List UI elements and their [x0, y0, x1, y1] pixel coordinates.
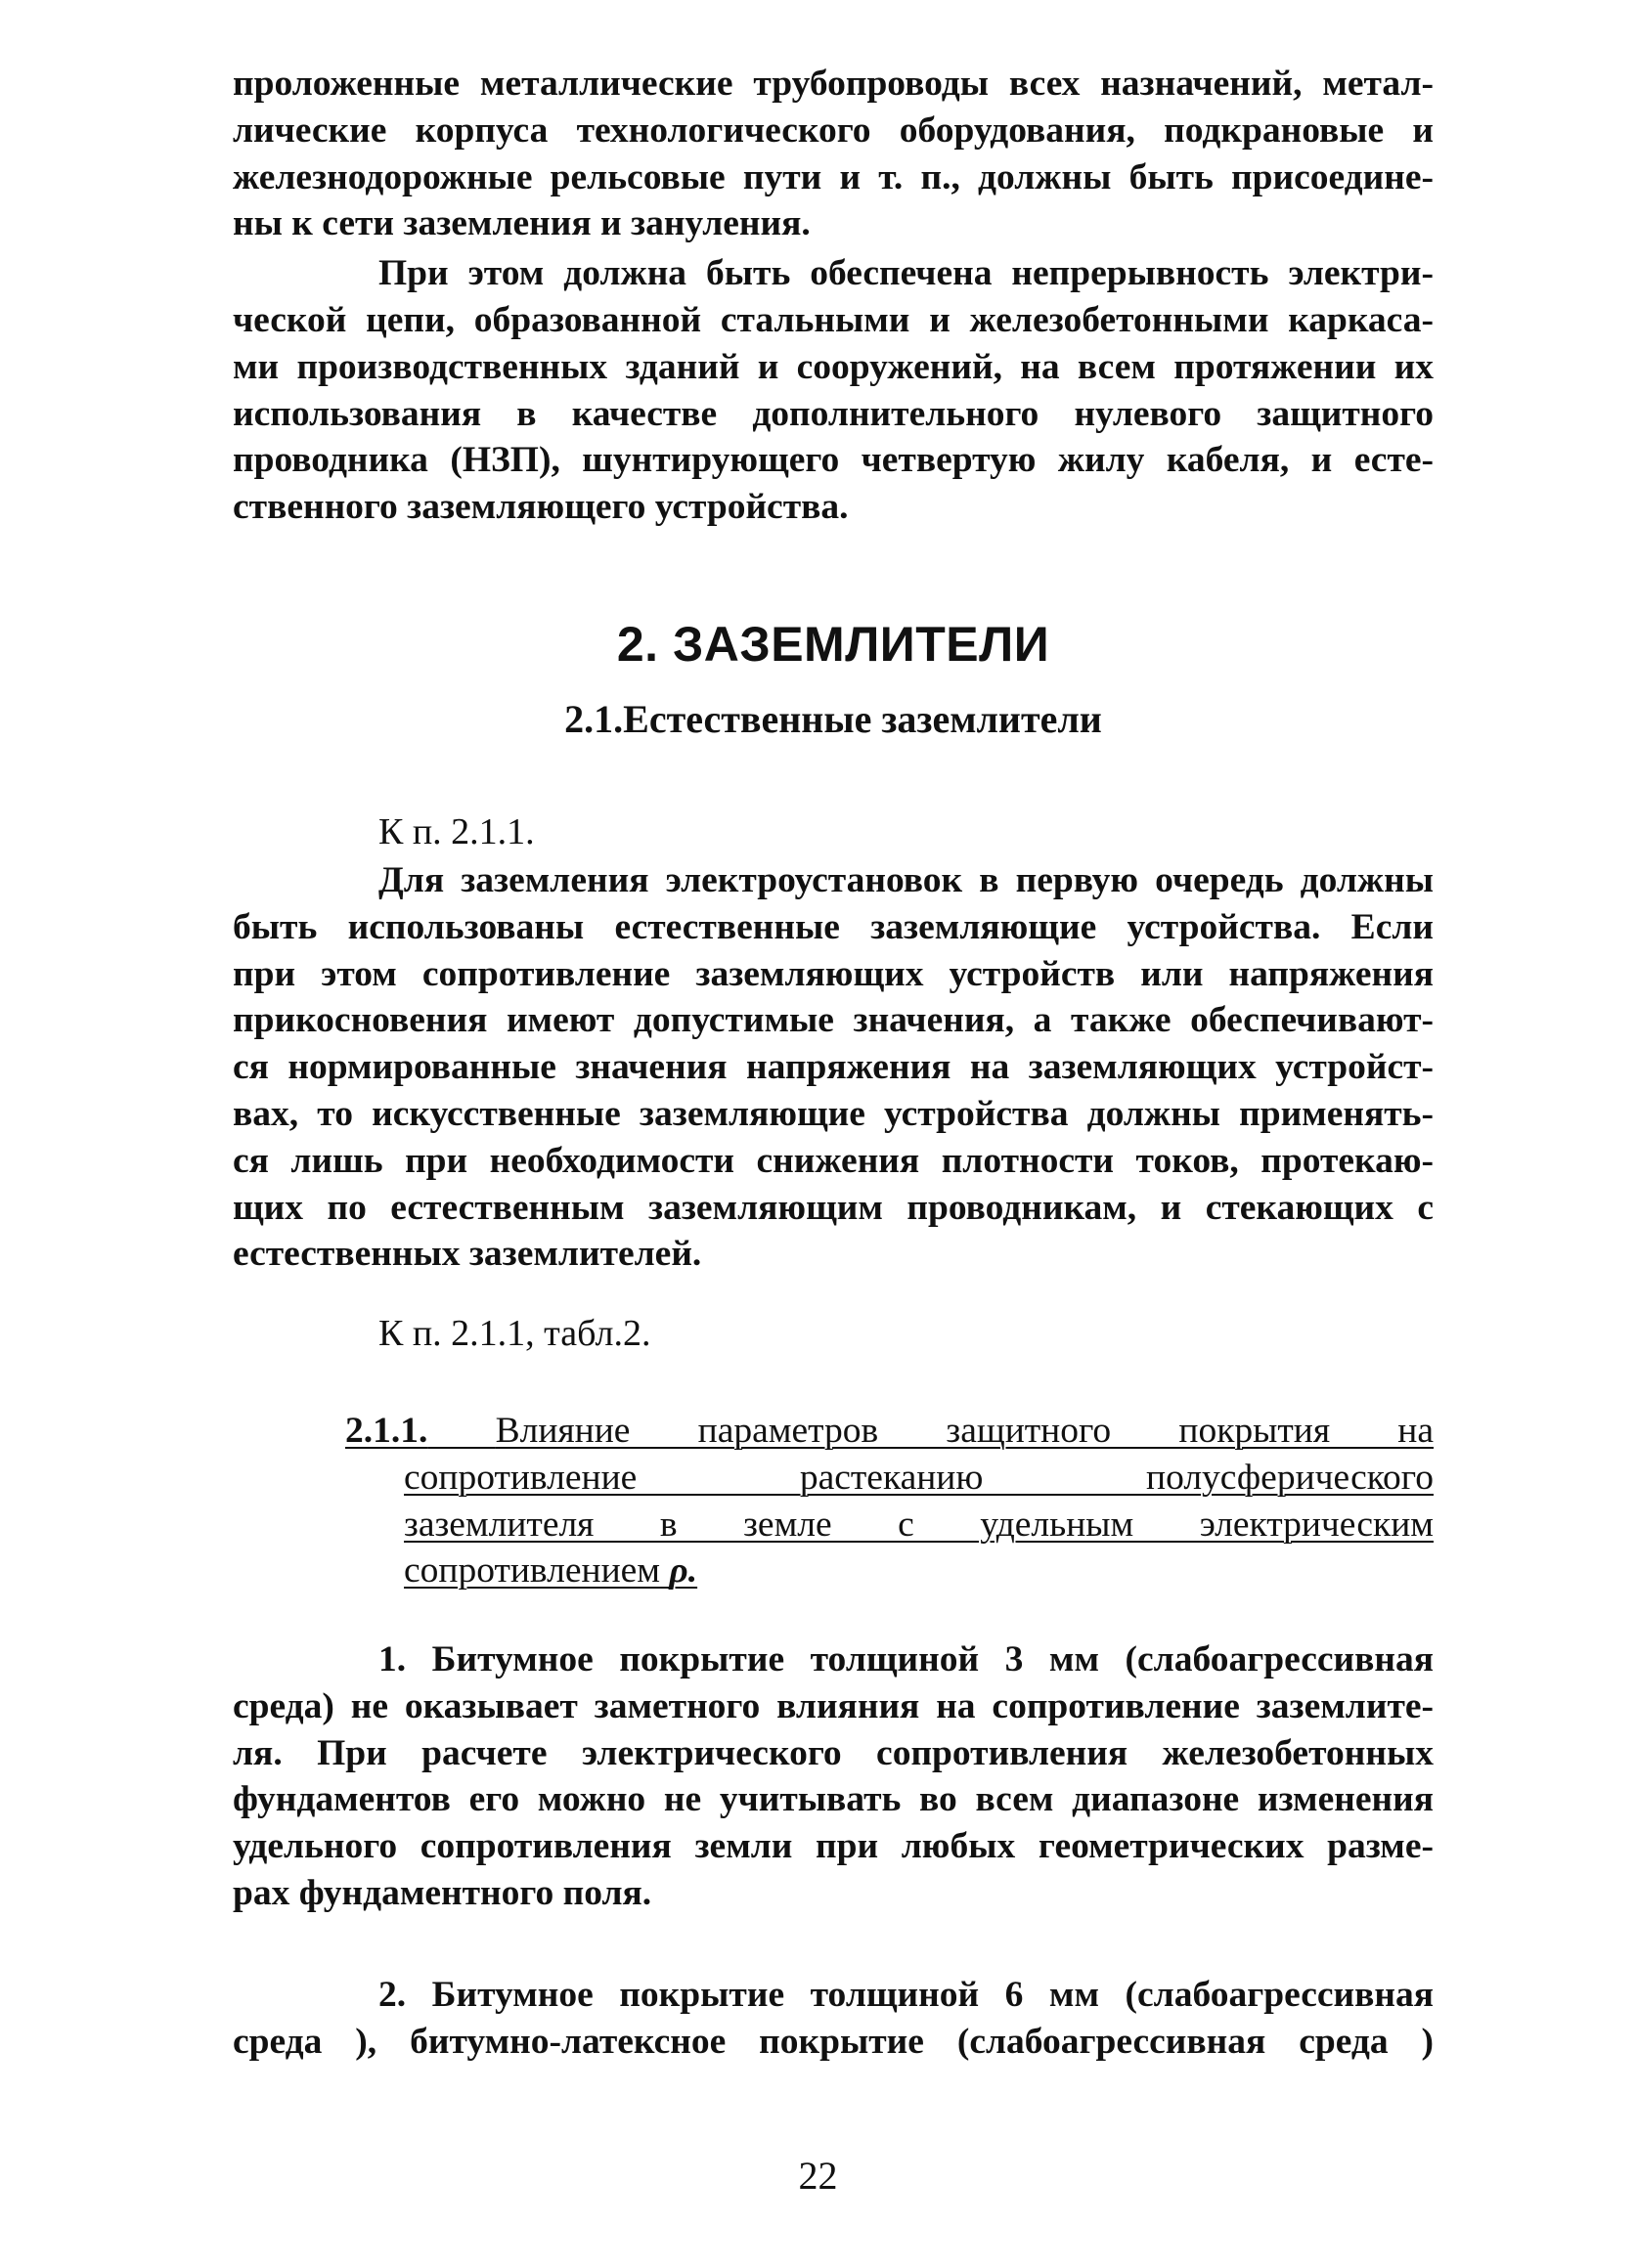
- text-line: ми производственных зданий и сооружений, на всем протяжении их: [233, 346, 1434, 387]
- page-number: 22: [798, 2154, 838, 2198]
- paragraph-continuity: [233, 250, 1434, 531]
- text-line: Для заземления электроустановок в первую очередь должны: [378, 860, 1434, 900]
- text-line: среда ), битумно-латексное покрытие (слабоагрессивная среда ): [233, 2021, 1434, 2062]
- paragraph-item-1: [233, 1636, 1434, 1917]
- text-line: лические корпуса технологического оборудования, подкрановые и: [233, 109, 1434, 151]
- subsection-title-line: заземлителя в земле с удельным электрическим: [404, 1504, 1434, 1545]
- text-line: фундаментов его можно не учитывать во всем диапазоне изменения: [233, 1779, 1434, 1820]
- subsection-title: [345, 1408, 1434, 1594]
- text-line: При этом должна быть обеспечена непрерывность электри-: [378, 253, 1434, 294]
- text-line: ся нормированные значения напряжения на заземляющих устройст-: [233, 1047, 1434, 1088]
- text-line: проводника (НЗП), шунтирующего четвертую жилу кабеля, и есте-: [233, 440, 1434, 481]
- subsection-title-line: [345, 1408, 1434, 1455]
- subsection-title-line: сопротивление растеканию полусферического: [404, 1457, 1434, 1498]
- subsection-title-text: Влияние параметров защитного покрытия на: [495, 1411, 1435, 1451]
- section-heading: 2.1.Естественные заземлители: [564, 697, 1102, 741]
- text-line: быть использованы естественные заземляющие устройства. Если: [233, 906, 1434, 947]
- chapter-heading: 2. ЗАЗЕМЛИТЕЛИ: [616, 617, 1050, 672]
- paragraph-natural-grounding: [233, 857, 1434, 1278]
- text-line: прикосновения имеют допустимые значения, а также обеспечивают-: [233, 1000, 1434, 1041]
- text-line: железнодорожные рельсовые пути и т. п., должны быть присоедине-: [233, 156, 1434, 197]
- text-line: среда) не оказывает заметного влияния на сопротивление заземлите-: [233, 1685, 1434, 1726]
- text-line: удельного сопротивления земли при любых геометрических разме-: [233, 1826, 1434, 1867]
- text-line: использования в качестве дополнительного нулевого защитного: [233, 393, 1434, 434]
- paragraph-item-2: [233, 1972, 1434, 2066]
- text-line: естественных заземлителей.: [233, 1234, 702, 1275]
- document-page: [233, 61, 1435, 2062]
- text-line: ческой цепи, образованной стальными и железобетонными каркаса-: [233, 299, 1434, 340]
- subsection-title-line: [345, 1548, 1434, 1594]
- text-line: при этом сопротивление заземляющих устройств или напряжения: [233, 953, 1434, 994]
- paragraph-continuation: [233, 61, 1434, 247]
- text-line: 1. Битумное покрытие толщиной 3 мм (слабоагрессивная: [378, 1639, 1434, 1679]
- clause-table-reference: К п. 2.1.1, табл.2.: [378, 1313, 651, 1354]
- rho-symbol: ρ.: [669, 1550, 698, 1592]
- subsection-title-text: сопротивлением: [404, 1550, 661, 1592]
- text-line: ны к сети заземления и зануления.: [233, 203, 811, 244]
- clause-reference: К п. 2.1.1.: [378, 811, 535, 852]
- text-line: ля. При расчете электрического сопротивления железобетонных: [233, 1732, 1434, 1773]
- text-line: щих по естественным заземляющим проводникам, и стекающих с: [233, 1187, 1434, 1228]
- text-line: вах, то искусственные заземляющие устройства должны применять-: [233, 1093, 1434, 1134]
- text-line: ственного заземляющего устройства.: [233, 487, 849, 528]
- text-line: рах фундаментного поля.: [233, 1872, 652, 1913]
- text-line: проложенные металлические трубопроводы всех назначений, метал-: [233, 64, 1434, 104]
- text-line: ся лишь при необходимости снижения плотности токов, протекаю-: [233, 1140, 1434, 1181]
- text-line: 2. Битумное покрытие толщиной 6 мм (слабоагрессивная: [378, 1975, 1434, 2015]
- subsection-number: 2.1.1.: [345, 1411, 428, 1451]
